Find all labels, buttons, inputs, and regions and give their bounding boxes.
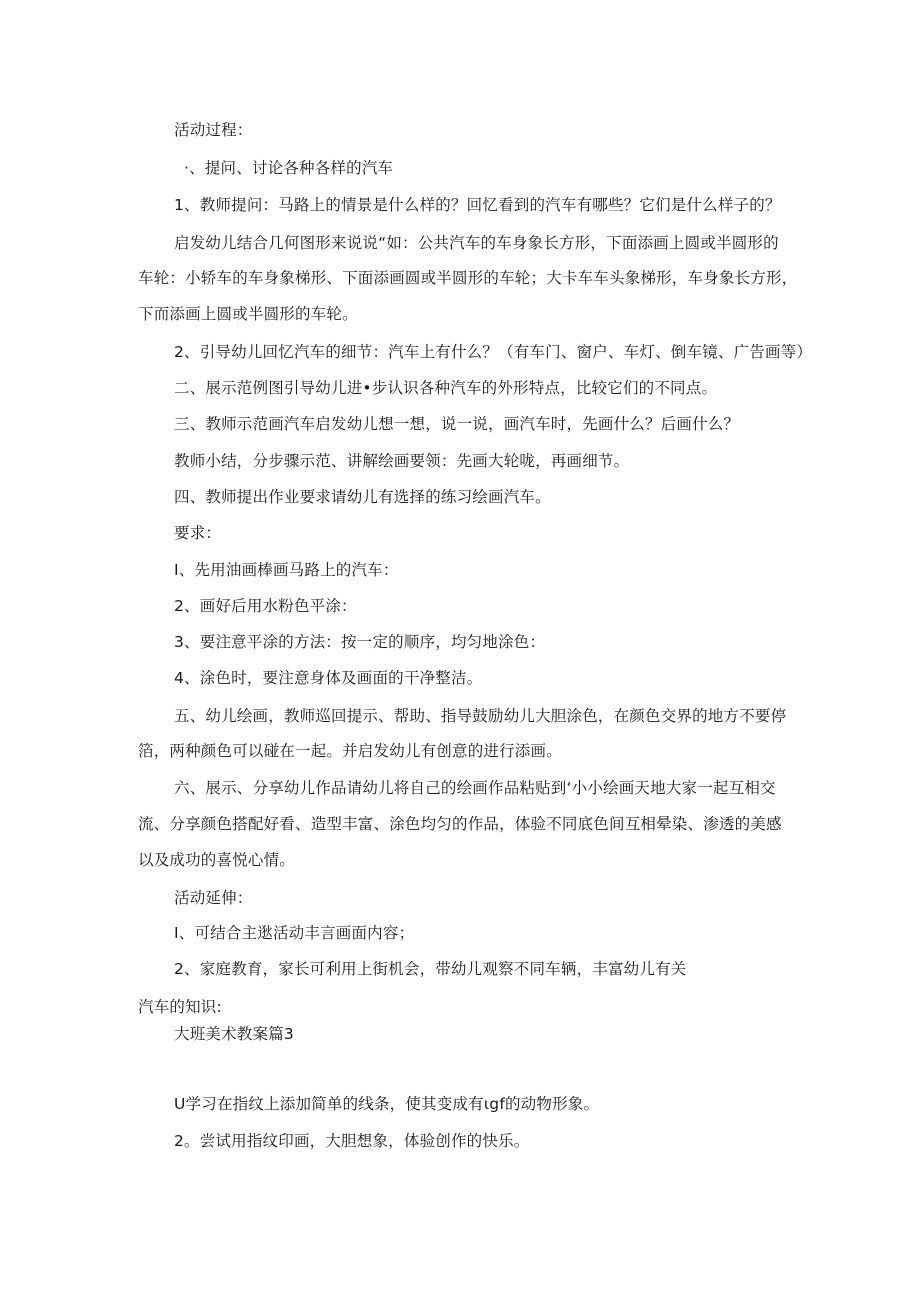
paragraph-line: 2、引导幼儿回忆汽车的细节：汽车上有什么？（有车门、窗户、车灯、倒车镜、广告画等） <box>174 343 813 361</box>
list-item: I、先用油画棒画马路上的汽车： <box>174 561 399 579</box>
paragraph-line: 流、分享颜色搭配好看、造型丰富、涂色均匀的作品，体验不同底色间互相晕染、渗透的美感 <box>138 815 782 833</box>
paragraph-line: 车轮：小轿车的车身象梯形、下面添画圆或半圆形的车轮；大卡车车头象梯形，车身象长方形， <box>138 269 798 287</box>
section-heading-extension: 活动延伸： <box>174 889 253 907</box>
section-heading-activity-process: 活动过程： <box>174 121 253 139</box>
paragraph-line: 四、教师提出作业要求请幼儿有选择的练习绘画汽车。 <box>174 488 551 506</box>
list-item: U学习在指纹上添加简单的线条，使其变成有ιgf的动物形象。 <box>174 1095 600 1113</box>
paragraph-line: 箔，两种颜色可以碰在一起。并启发幼儿有创意的进行添画。 <box>138 742 562 760</box>
step-one-heading: ·、提问、讨论各种各样的汽车 <box>184 159 394 177</box>
list-item: 3、要注意平涂的方法：按一定的顺序，均匀地涂色： <box>174 633 546 651</box>
list-item: 2、家庭教育，家长可利用上街机会，带幼儿观察不同车辆，丰富幼儿有关 <box>174 960 687 978</box>
paragraph-line: 下而添画上圆或半圆形的车轮。 <box>138 305 358 323</box>
lesson-plan-title: 大班美术教案篇3 <box>174 1025 294 1043</box>
list-item: I、可结合主逖活动丰言画面内容； <box>174 924 415 942</box>
list-item: 2。尝试用指纹印画，大胆想象，体验创作的快乐。 <box>174 1132 530 1150</box>
list-item: 4、涂色时，要注意身体及画面的干净整洁。 <box>174 669 483 687</box>
paragraph-line: 教师小结，分步骤示范、讲解绘画要领：先画大轮咙，再画细节。 <box>174 452 630 470</box>
paragraph-line: 二、展示范例图引导幼儿进•步认识各种汽车的外形特点，比较它们的不同点。 <box>174 379 718 397</box>
paragraph-line: 六、展示、分享幼儿作品请幼儿将自己的绘画作品粘贴到‘小小绘画天地大家一起互相交 <box>174 779 776 797</box>
paragraph-line: 汽车的知识: <box>138 998 222 1016</box>
requirements-heading: 要求： <box>174 524 222 542</box>
paragraph-line: 1、教师提问：马路上的情景是什么样的？回忆看到的汽车有哪些？它们是什么样子的？ <box>174 196 781 214</box>
paragraph-line: 以及成功的喜悦心情。 <box>138 851 296 869</box>
paragraph-line: 五、幼儿绘画，教师巡回提示、帮助、指导鼓励幼儿大胆涂色，在颜色交界的地方不要停 <box>174 707 787 725</box>
paragraph-line: 三、教师示范画汽车启发幼儿想一想，说一说，画汽车时，先画什么？后画什么？ <box>174 415 740 433</box>
list-item: 2、画好后用水粉色平涂： <box>174 597 357 615</box>
paragraph-line: 启发幼儿结合几何图形来说说“如：公共汽车的车身象长方形，下面添画上圆或半圆形的 <box>174 234 779 252</box>
